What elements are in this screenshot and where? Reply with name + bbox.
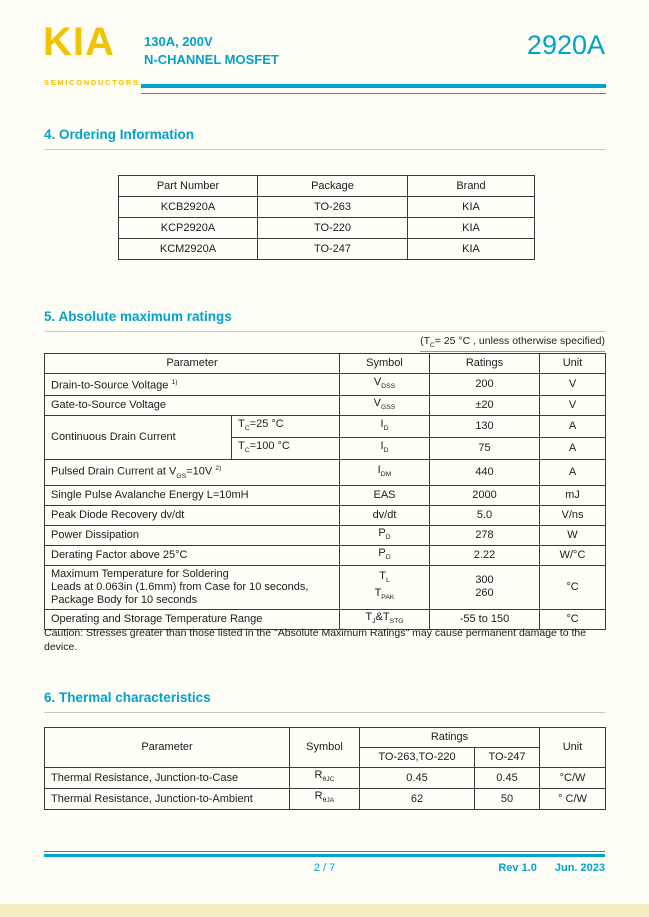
note-text: (T [420,335,431,347]
cond-text: =100 °C [249,439,290,452]
cell-value-pkg2: 50 [475,789,540,810]
symbol-sub: θJA [322,797,335,805]
cell-part-number: KCP2920A [119,218,258,239]
cell-rating: 2000 [430,485,540,505]
footnote-ref: 1) [171,379,178,386]
table-row-vdss [45,374,606,396]
ordering-information-table [118,175,535,260]
table-row-derating [45,545,606,565]
cell-parameter: Thermal Resistance, Junction-to-Case [45,768,290,789]
symbol-base: T [379,570,386,583]
cell-rating: 200 [430,374,540,396]
revision-label: Rev 1.0 [498,862,537,874]
kia-logo-subtitle: SEMICONDUCTORS [44,78,140,87]
symbol-sub: D [385,553,391,561]
cell-unit: °C/W [540,768,606,789]
table-row-rthja [45,789,606,810]
cell-unit: ° C/W [540,789,606,810]
symbol-base: T [374,587,382,600]
cell-parameter [45,460,340,486]
cell-value-pkg2: 0.45 [475,768,540,789]
thermal-characteristics-table [44,727,606,810]
cell-value-pkg1: 62 [360,789,475,810]
section-ordering-title: 4. Ordering Information [44,127,195,142]
cell-part-number: KCM2920A [119,239,258,260]
header-rule-thin [141,93,606,94]
cell-unit: V [540,374,606,396]
symbol-base: I [380,417,384,430]
cell-parameter: Operating and Storage Temperature Range [45,609,340,629]
revision-date: Jun. 2023 [554,862,605,874]
symbol-base: I [377,463,381,476]
cell-unit: V [540,395,606,415]
cell-parameter: Single Pulse Avalanche Energy L=10mH [45,485,340,505]
table-row-id-25 [45,415,606,437]
cell-rating [430,565,540,609]
cell-symbol: dv/dt [340,505,430,525]
table-row-vgss [45,395,606,415]
cell-parameter [45,374,340,396]
cell-symbol [340,415,430,437]
symbol-sub: D [383,424,389,432]
cell-package: TO-220 [258,218,408,239]
cell-symbol [340,565,430,609]
cell-symbol [340,545,430,565]
table-row-soldering [45,565,606,609]
kia-logo: KIA [43,20,115,64]
absolute-maximum-ratings-table [44,353,606,630]
cell-unit: A [540,460,606,486]
symbol-base: V [373,396,381,409]
bottom-accent-band [0,904,649,917]
cell-unit: A [540,437,606,459]
cell-symbol [340,374,430,396]
cell-unit: °C [540,609,606,629]
symbol-base: P [378,526,386,539]
cell-unit: W [540,525,606,545]
symbol-base: T [365,610,373,623]
symbol-base: R [314,769,323,782]
symbol-sub: PAK [381,594,395,602]
cond-sub: C [244,424,250,432]
cell-package: TO-263 [258,197,408,218]
cell-part-number: KCB2920A [119,197,258,218]
footer-rule-thick [44,854,605,857]
rating-value: 260 [475,587,494,600]
cell-parameter [45,565,340,609]
col-header-part-number: Part Number [119,176,258,197]
table-row [119,218,535,239]
symbol-sub: DSS [381,382,396,390]
test-condition-note [420,335,605,352]
caution-note: Caution: Stresses greater than those listed in the "Absolute Maximum Ratings" may cause permanent damage to the device. [44,627,587,653]
table-row-eas [45,485,606,505]
table-row-pd [45,525,606,545]
cell-brand: KIA [408,239,535,260]
section-thermal-title: 6. Thermal characteristics [44,690,211,705]
cell-rating: 278 [430,525,540,545]
cell-symbol [340,395,430,415]
page-indicator: 2 / 7 [313,862,336,874]
cell-symbol [340,525,430,545]
part-number-title: 2920A [526,30,605,60]
cell-rating: 5.0 [430,505,540,525]
cell-brand: KIA [408,218,535,239]
param-text: Pulsed Drain Current at V [51,465,177,478]
cell-parameter: Power Dissipation [45,525,340,545]
col-header-package-group-2: TO-247 [475,748,540,768]
symbol-sub: GSS [380,403,396,411]
cell-rating: 75 [430,437,540,459]
symbol-base: R [314,790,323,803]
col-header-package: Package [258,176,408,197]
cell-parameter: Derating Factor above 25°C [45,545,340,565]
cell-symbol: EAS [340,485,430,505]
col-header-package-group-1: TO-263,TO-220 [360,748,475,768]
col-header-unit: Unit [540,728,606,768]
symbol-sub: θJC [322,776,335,784]
section-abs-max-rule [44,331,605,332]
revision-info [498,862,605,874]
col-header-ratings: Ratings [360,728,540,748]
cell-rating: 130 [430,415,540,437]
symbol-base: &T [375,610,390,623]
cell-condition [232,415,340,437]
footer-rule-thin [44,851,605,852]
param-text: =10V [186,465,216,478]
cell-unit: A [540,415,606,437]
col-header-unit: Unit [540,354,606,374]
footnote-ref: 2) [215,465,222,473]
cell-brand: KIA [408,197,535,218]
cell-package: TO-247 [258,239,408,260]
param-text: Maximum Temperature for Soldering [51,567,229,580]
cond-text: T [238,439,245,452]
cell-rating: 2.22 [430,545,540,565]
cell-condition [232,437,340,459]
cell-symbol [340,437,430,459]
param-sub: GS [176,472,187,480]
table-header-row [119,176,535,197]
col-header-parameter: Parameter [45,728,290,768]
symbol-base: V [373,375,382,388]
cell-unit: V/ns [540,505,606,525]
table-header-row [45,728,606,748]
col-header-symbol: Symbol [340,354,430,374]
param-text: Package Body for 10 seconds [51,593,198,606]
note-text: = 25 °C , unless otherwise specified) [434,335,605,347]
cell-unit: W/°C [540,545,606,565]
param-text: Leads at 0.063in (1.6mm) from Case for 10 seconds, [51,580,309,593]
cell-unit: mJ [540,485,606,505]
cell-symbol [340,460,430,486]
table-row-rthjc [45,768,606,789]
device-spec-line: 130A, 200V [144,34,213,49]
symbol-base: P [378,546,386,559]
symbol-sub: DM [380,471,392,479]
symbol-base: I [380,439,384,452]
cell-unit: °C [540,565,606,609]
param-text: Drain-to-Source Voltage [51,379,172,392]
symbol-sub: D [383,447,389,455]
col-header-parameter: Parameter [45,354,340,374]
section-abs-max-title: 5. Absolute maximum ratings [44,309,232,324]
cell-parameter: Thermal Resistance, Junction-to-Ambient [45,789,290,810]
col-header-brand: Brand [408,176,535,197]
symbol-sub: STG [389,617,404,625]
col-header-symbol: Symbol [290,728,360,768]
cond-text: T [238,417,245,430]
symbol-sub: J [372,617,376,625]
header-rule-thick [141,84,606,88]
cell-parameter: Continuous Drain Current [45,415,232,459]
note-sub: C [430,342,435,350]
cell-rating: ±20 [430,395,540,415]
cell-value-pkg1: 0.45 [360,768,475,789]
cell-symbol [290,768,360,789]
section-ordering-rule [44,149,605,150]
cell-rating: 440 [430,460,540,486]
cell-parameter: Gate-to-Source Voltage [45,395,340,415]
table-header-row [45,354,606,374]
section-thermal-rule [44,712,605,713]
table-row [119,197,535,218]
cell-rating: -55 to 150 [430,609,540,629]
col-header-ratings: Ratings [430,354,540,374]
cell-parameter: Peak Diode Recovery dv/dt [45,505,340,525]
cond-sub: C [244,447,250,455]
symbol-sub: D [385,533,391,541]
rating-value: 300 [475,574,494,587]
table-row-idm [45,460,606,486]
table-row-dvdt [45,505,606,525]
symbol-sub: L [385,577,390,585]
device-type-line: N-CHANNEL MOSFET [144,52,279,67]
cell-symbol [290,789,360,810]
table-row [119,239,535,260]
cond-text: =25 °C [249,417,284,430]
